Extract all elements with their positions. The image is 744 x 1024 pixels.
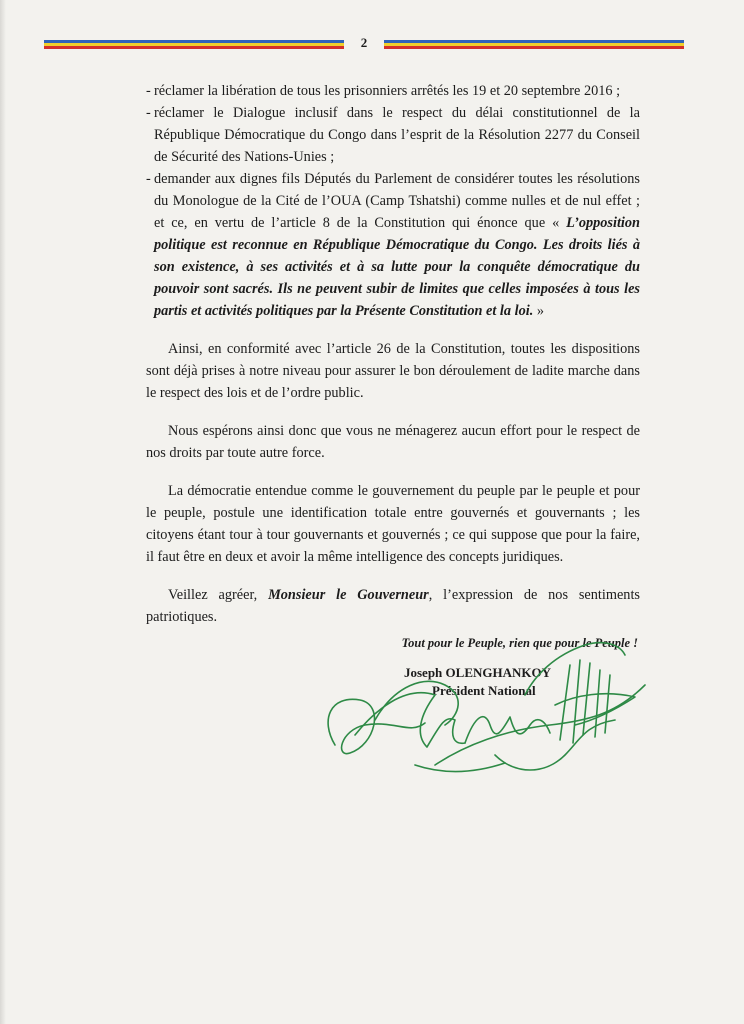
bullet-text: réclamer la libération de tous les prisonniers arrêtés les 19 et 20 septembre 2016 ; [154,83,621,99]
bullet-dash: - [146,83,151,99]
signatory-name: Joseph OLENGHANKOY [404,665,551,680]
handwritten-signature [315,625,660,785]
salutation-end: , l’expression de nos sentiments patriotiques. [146,587,640,625]
bullet-text: demander aux dignes fils Députés du Parlement de considérer toutes les résolutions du Monologue de la Cité de l’OUA (Camp Tshatshi) comme nulles et de nul effet ; et ce, en vertu de l’article 8 de la Constitution qui énonce que [154,171,640,231]
constitution-quote: L’opposition politique est reconnue en République Démocratique du Congo. Les droits liés à son existence, à ses activités et à sa lutte pour la conquête démocratique du pouvoir sont sacrés. Ils ne peuvent subir de limites que celles imposées à tous les partis et activités politiques par la Présente Constitution et la loi. [154,215,641,319]
paragraph-respect: Nous espérons ainsi donc que vous ne ménagerez aucun effort pour le respect de nos droits par toute autre force. [146,423,640,461]
bullet-dash: - [146,105,151,121]
flag-stripe-right [384,40,684,49]
scan-page-edge [0,0,6,1024]
page-number: 2 [360,35,368,50]
addressee: Monsieur le Gouverneur [268,587,429,603]
bullet-item [146,168,640,322]
bullet-item [146,102,640,168]
quote-open-mark: « [552,215,567,231]
bullet-item [146,80,640,102]
bullet-text: réclamer le Dialogue inclusif dans le respect du délai constitutionnel de la République Démocratique du Congo dans l’esprit de la Résolution 2277 du Conseil de Sécurité des Nations-Unies ; [154,105,640,165]
bullet-dash: - [146,171,151,187]
closing-motto: Tout pour le Peuple, rien que pour le Peuple ! [401,636,638,650]
letter-body [146,80,640,628]
paragraph-salutation [146,584,640,628]
quote-close-mark: » [533,303,545,319]
salutation-start: Veillez agréer, [168,587,269,603]
paragraph-democratie: La démocratie entendue comme le gouvernement du peuple par le peuple et pour le peuple, postule une identification totale entre gouvernés et gouvernants ; les citoyens étant tour à tour gouvernants et gouvernés ; ce qui suppose que pour la faire, il faut être en deux et avoir la même intelligence des concepts juridiques. [146,483,640,565]
signatory-title: Président National [432,683,536,698]
page-header [44,37,684,51]
paragraph-article-26: Ainsi, en conformité avec l’article 26 de la Constitution, toutes les dispositions sont déjà prises à notre niveau pour assurer le bon déroulement de ladite marche dans le respect des lois et de l’ordre public. [146,341,640,401]
